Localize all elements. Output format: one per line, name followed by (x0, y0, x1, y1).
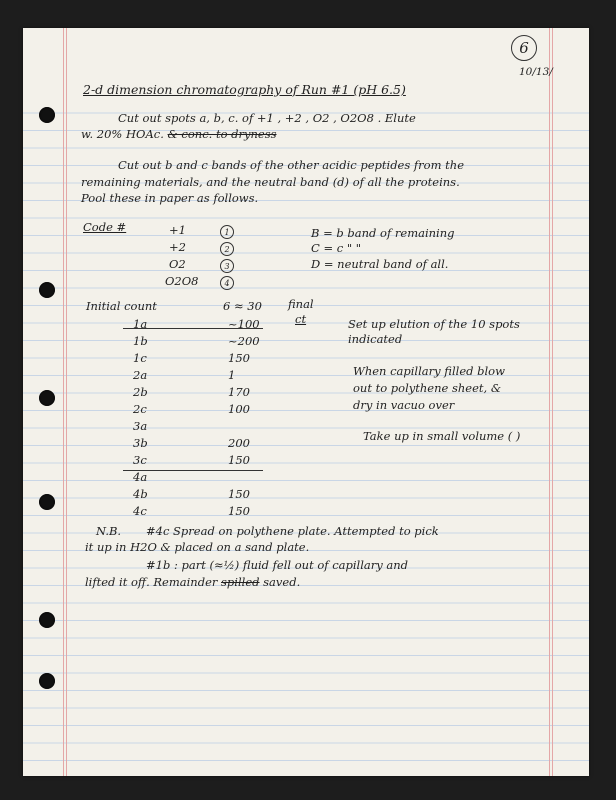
code-row-name: +1 (169, 223, 186, 237)
header-final-sub: ct (295, 312, 307, 326)
note-line: dry in vacuo over (353, 398, 455, 412)
code-number: 1 (224, 227, 230, 237)
code-number: 3 (224, 261, 230, 271)
code-number-circle (220, 259, 234, 273)
entry-date: 10/13/ (519, 66, 553, 78)
spot-count: 100 (228, 402, 250, 416)
note-line: indicated (348, 332, 403, 346)
paragraph1-line2-start: w. 20% HOAc. (81, 127, 164, 141)
binder-hole (39, 282, 55, 298)
spot-label: 2a (133, 368, 148, 382)
page-number: 6 (519, 39, 529, 57)
code-number-circle (220, 242, 234, 256)
spot-count: 150 (228, 504, 250, 518)
struck-text: & conc. to dryness (167, 127, 277, 141)
spot-label: 3a (133, 419, 148, 433)
spot-count: 1 (228, 368, 236, 382)
paragraph2-line3: Pool these in paper as follows. (81, 191, 259, 205)
spot-label: 3c (133, 453, 147, 467)
spot-count: 150 (228, 351, 250, 365)
entry-title: 2-d dimension chromatography of Run #1 (pH 6.5) (83, 82, 406, 97)
margin-line-left-2 (66, 28, 67, 776)
margin-line-right (549, 28, 550, 776)
spot-label: 4c (133, 504, 147, 518)
spot-label: 2b (133, 385, 148, 399)
spot-label: 4a (133, 470, 148, 484)
paragraph2-line1: Cut out b and c bands of the other acidic peptides from the (118, 158, 464, 172)
header-time: 6 ≈ 30 (223, 299, 262, 313)
note-line: out to polythene sheet, & (353, 381, 502, 395)
code-number-circle (220, 225, 234, 239)
code-row-name: O2 (169, 257, 186, 271)
header-final: final (288, 297, 314, 311)
spot-label: 2c (133, 402, 147, 416)
nb-line4 (85, 576, 300, 589)
binder-hole (39, 612, 55, 628)
nb-line3: #1b : part (≈½) fluid fell out of capillary and (146, 558, 409, 572)
margin-line-right-2 (552, 28, 553, 776)
legend-line: D = neutral band of all. (311, 257, 449, 271)
binder-hole (39, 107, 55, 123)
note-line: Set up elution of the 10 spots (348, 317, 520, 331)
nb-line4-a: lifted it off. Remainder (85, 575, 218, 589)
paragraph1-line1: Cut out spots a, b, c. of +1 , +2 , O2 , O2O8 . Elute (118, 111, 416, 125)
binder-hole (39, 673, 55, 689)
spot-label: 3b (133, 436, 148, 450)
nb-line4-b: saved. (263, 575, 301, 589)
legend-line: B = b band of remaining (311, 226, 455, 240)
spot-label: 1c (133, 351, 147, 365)
nb-label: N.B. (96, 524, 122, 538)
note-line: Take up in small volume ( ) (363, 429, 521, 443)
code-row-name: +2 (169, 240, 186, 254)
code-row-name: O2O8 (165, 274, 199, 288)
nb-line1: #4c Spread on polythene plate. Attempted to pick (146, 524, 439, 538)
spot-label: 1b (133, 334, 148, 348)
nb-line2: it up in H2O & placed on a sand plate. (85, 540, 310, 554)
spot-count: 150 (228, 453, 250, 467)
spot-count: ~100 (228, 317, 260, 331)
spot-count: 200 (228, 436, 250, 450)
spot-count: 170 (228, 385, 250, 399)
code-number: 2 (224, 244, 230, 254)
code-number: 4 (224, 278, 230, 288)
struck-text: spilled (221, 575, 260, 589)
spot-count: 150 (228, 487, 250, 501)
paragraph1-line2 (81, 128, 277, 141)
page-number-circle (511, 35, 537, 61)
binder-hole (39, 390, 55, 406)
note-line: When capillary filled blow (353, 364, 505, 378)
spot-count: ~200 (228, 334, 260, 348)
binder-hole (39, 494, 55, 510)
margin-line-left (63, 28, 64, 776)
spot-label: 4b (133, 487, 148, 501)
legend-line: C = c " " (311, 241, 362, 255)
spot-label: 1a (133, 317, 148, 331)
code-label: Code # (83, 220, 127, 234)
notebook-page (23, 28, 589, 776)
paragraph2-line2: remaining materials, and the neutral band (d) of all the proteins. (81, 175, 460, 189)
code-number-circle (220, 276, 234, 290)
header-initial-count: Initial count (86, 299, 157, 313)
